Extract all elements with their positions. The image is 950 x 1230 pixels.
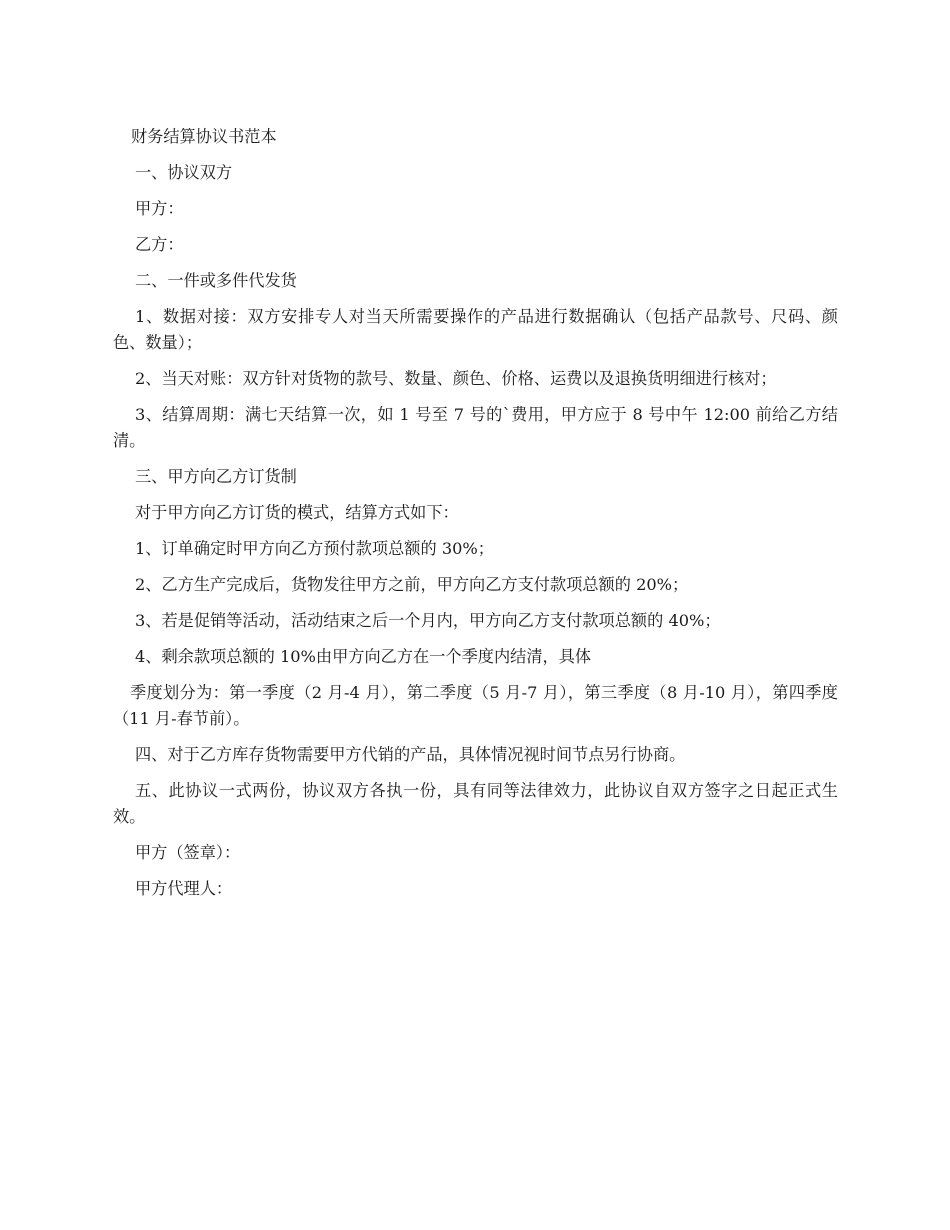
clause-settlement-cycle: 3、结算周期：满七天结算一次，如 1 号至 7 号的`费用，甲方应于 8 号中午 12:00 前给乙方结清。 (113, 405, 838, 450)
clause-daily-reconcile: 2、当天对账：双方针对货物的款号、数量、颜色、价格、运费以及退换货明细进行核对； (135, 369, 777, 388)
signature-party-a: 甲方（签章）： (135, 843, 241, 862)
document-title: 财务结算协议书范本 (131, 127, 277, 146)
clause-promotion: 3、若是促销等活动，活动结束之后一个月内，甲方向乙方支付款项总额的 40%； (135, 611, 721, 630)
ordering-intro: 对于甲方向乙方订货的模式，结算方式如下： (135, 503, 459, 522)
clause-remaining: 4、剩余款项总额的 10%由甲方向乙方在一个季度内结清，具体 (135, 647, 592, 666)
section-heading-ordering: 三、甲方向乙方订货制 (135, 467, 297, 486)
section-effectiveness: 五、此协议一式两份，协议双方各执一份，具有同等法律效力，此协议自双方签字之日起正式生效。 (113, 781, 838, 826)
clause-prepay: 1、订单确定时甲方向乙方预付款项总额的 30%； (135, 539, 494, 558)
signature-party-a-agent: 甲方代理人： (135, 879, 233, 898)
clause-data-sync: 1、数据对接：双方安排专人对当天所需要操作的产品进行数据确认（包括产品款号、尺码、颜色、数量）； (113, 307, 838, 352)
section-heading-parties: 一、协议双方 (135, 163, 233, 182)
party-b-line: 乙方： (135, 235, 184, 254)
section-heading-dropship: 二、一件或多件代发货 (135, 271, 297, 290)
party-a-line: 甲方： (135, 199, 184, 218)
clause-pre-shipment: 2、乙方生产完成后，货物发往甲方之前，甲方向乙方支付款项总额的 20%； (135, 575, 689, 594)
section-consignment: 四、对于乙方库存货物需要甲方代销的产品，具体情况视时间节点另行协商。 (135, 745, 686, 764)
document-body (113, 124, 838, 912)
quarter-definition: 季度划分为：第一季度（2 月-4 月），第二季度（5 月-7 月），第三季度（8 月-10 月），第四季度（11 月-春节前）。 (113, 683, 838, 728)
